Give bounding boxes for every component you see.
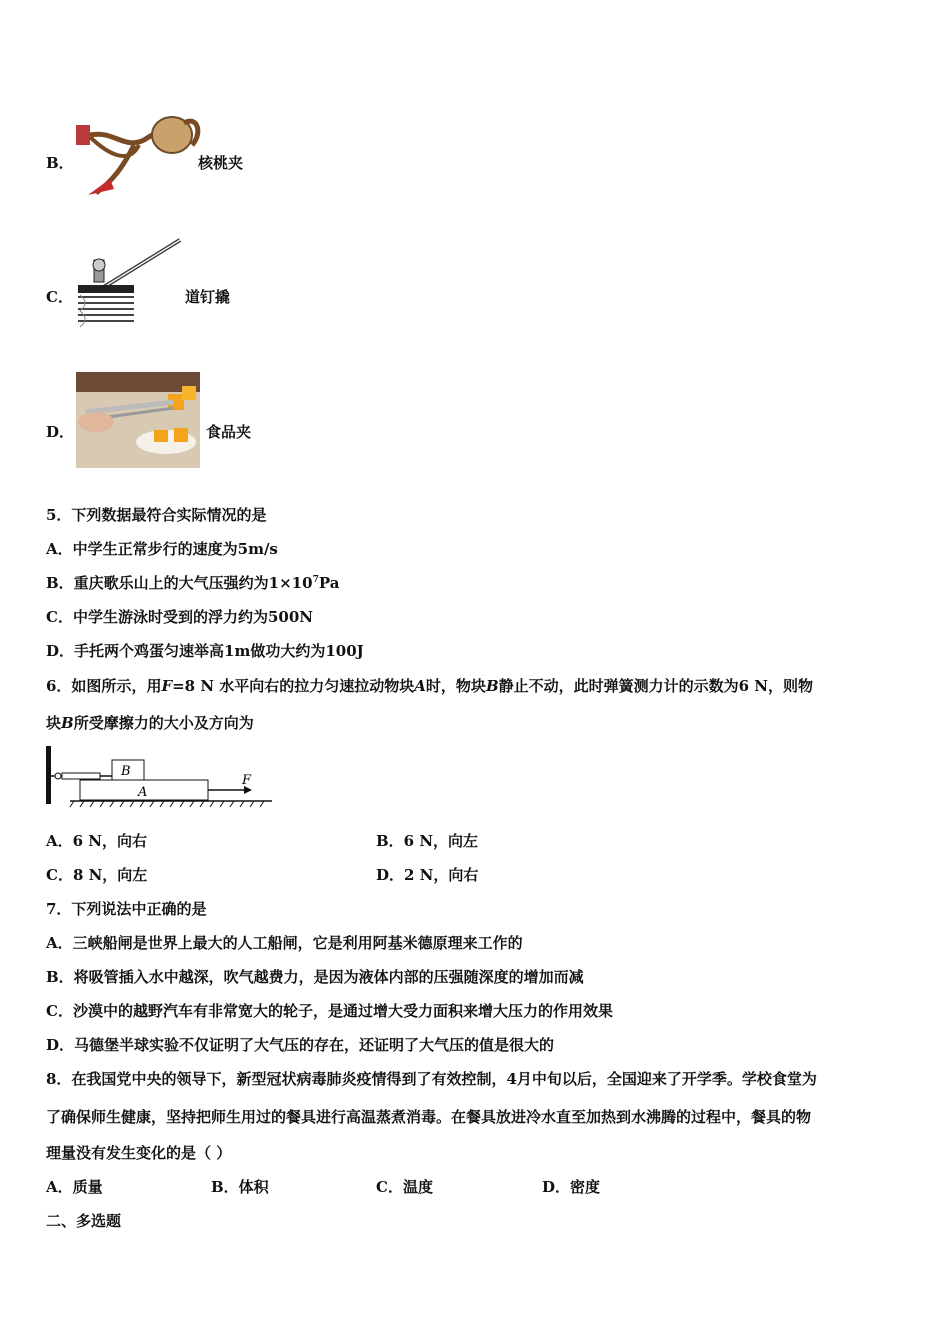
food-tongs-icon [76, 372, 200, 472]
q6-option-a: A．6 N，向右 [46, 832, 148, 850]
q7-option-b: B．将吸管插入水中越深，吹气越费力，是因为液体内部的压强随深度的增加而减 [46, 968, 584, 986]
option-c-letter: C． [46, 288, 73, 306]
q8-stem-line3: 理量没有发生变化的是（ ） [46, 1144, 232, 1162]
q8-option-c: C．温度 [376, 1178, 433, 1196]
q6-label-b: B [121, 764, 131, 779]
option-b-caption: 核桃夹 [198, 154, 244, 172]
q6-option-c: C．8 N，向左 [46, 866, 148, 884]
q5-stem: 5．下列数据最符合实际情况的是 [46, 506, 267, 524]
q7-option-d: D．马德堡半球实验不仅证明了大气压的存在，还证明了大气压的值是很大的 [46, 1036, 555, 1054]
q6-option-d: D．2 N，向右 [376, 866, 479, 884]
q8-option-a: A．质量 [46, 1178, 103, 1196]
option-d-caption: 食品夹 [206, 423, 252, 441]
q6-option-b: B．6 N，向左 [376, 832, 479, 850]
q8-option-b: B．体积 [211, 1178, 269, 1196]
q6-stem-line2: 块B所受摩擦力的大小及方向为 [46, 714, 254, 732]
q5-option-b: B．重庆歌乐山上的大气压强约为$1\times 10^7Pa$ [46, 574, 340, 592]
q7-option-c: C．沙漠中的越野汽车有非常宽大的轮子，是通过增大受力面积来增大压力的作用效果 [46, 1002, 613, 1020]
q5-option-c: C．中学生游泳时受到的浮力约为500N [46, 608, 313, 626]
option-b-letter: B． [46, 154, 74, 172]
q7-option-a: A．三峡船闸是世界上最大的人工船闸，它是利用阿基米德原理来工作的 [46, 934, 523, 952]
q5-option-a: A．中学生正常步行的速度为5m/s [46, 540, 278, 558]
q6-stem-line1: 6．如图所示，用F=8 N 水平向右的拉力匀速拉动物块A时，物块B静止不动，此时弹簧测力计的示数为6 N，则物 [46, 677, 813, 695]
section-heading-multi-choice: 二、多选题 [46, 1212, 122, 1230]
q6-label-a: A [138, 785, 148, 800]
crowbar-icon [74, 235, 186, 334]
option-c-caption: 道钉撬 [185, 288, 231, 306]
q6-diagram [44, 742, 284, 814]
q5-option-d: D．手托两个鸡蛋匀速举高1m做功大约为100J [46, 642, 364, 660]
option-d-letter: D． [46, 423, 75, 441]
q8-stem-line2: 了确保师生健康，坚持把师生用过的餐具进行高温蒸煮消毒。在餐具放进冷水直至加热到水沸腾的过程中，餐具的物 [46, 1108, 812, 1126]
q8-option-d: D．密度 [542, 1178, 601, 1196]
nutcracker-icon [74, 105, 204, 204]
q6-label-f: F [242, 773, 252, 788]
q8-stem-line1: 8．在我国党中央的领导下，新型冠状病毒肺炎疫情得到了有效控制，4月中旬以后，全国迎来了开学季。学校食堂为 [46, 1070, 817, 1088]
q7-stem: 7．下列说法中正确的是 [46, 900, 207, 918]
